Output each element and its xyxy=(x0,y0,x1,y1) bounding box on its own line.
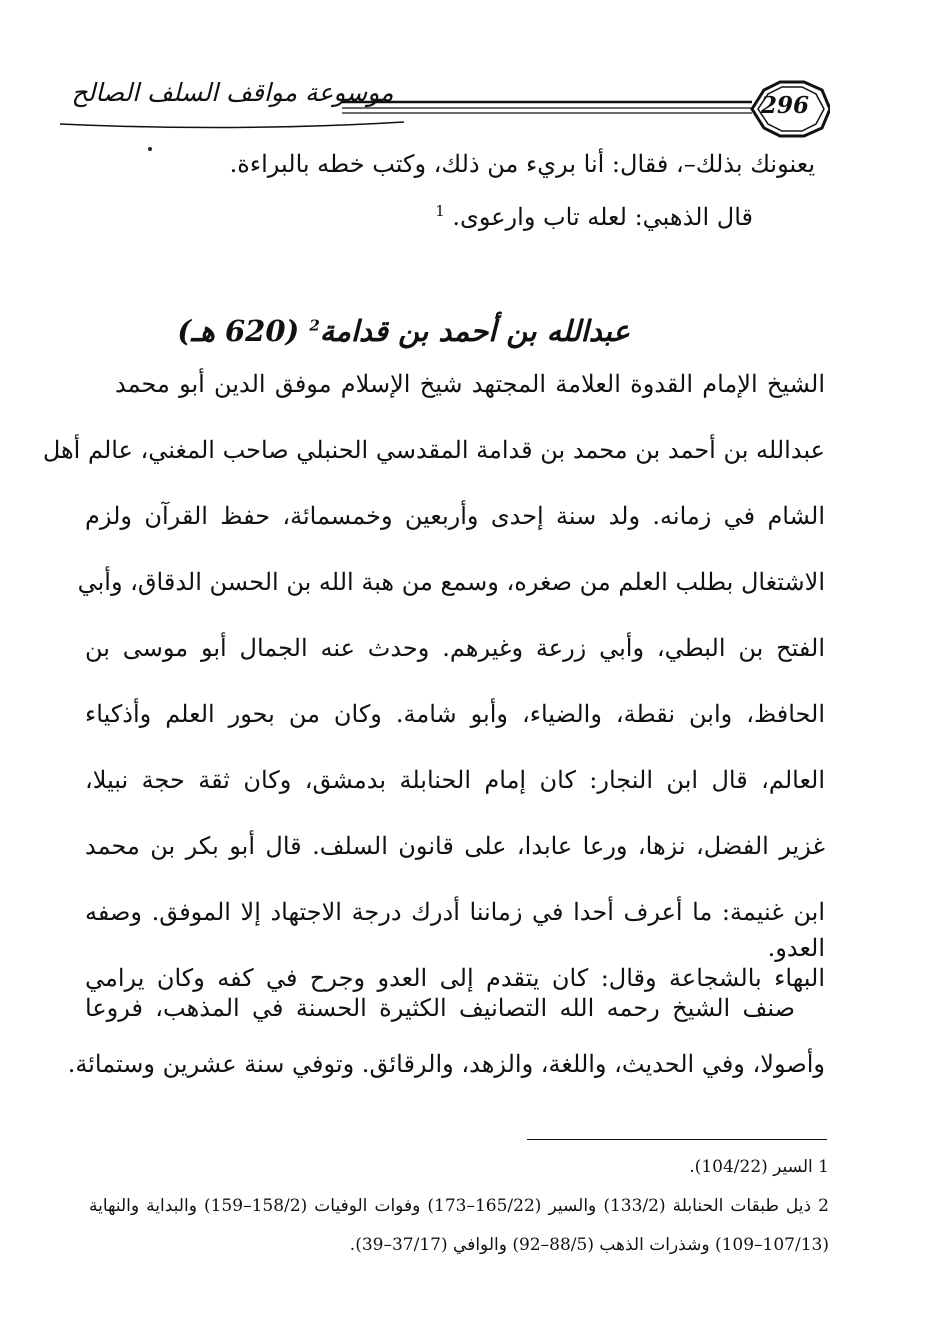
footnote-2-line-2: (107/13–109) وشذرات الذهب (88/5–92) والوافي (37/17–39). xyxy=(349,1235,829,1255)
body-line: صنف الشيخ رحمه الله التصانيف الكثيرة الحسنة في المذهب، فروعا xyxy=(85,994,795,1022)
footnote-separator xyxy=(527,1139,827,1140)
footnote-2-line-1: 2 ذيل طبقات الحنابلة (133/2) والسير (165/22–173) وفوات الوفيات (158/2–159) والبداية والنهاية xyxy=(89,1196,829,1216)
intro-text xyxy=(95,150,815,240)
biography-heading xyxy=(177,314,630,348)
body-paragraph-1 xyxy=(42,370,826,992)
body-line: غزير الفضل، نزها، ورعا عابدا، على قانون السلف. قال أبو بكر بن محمد xyxy=(85,832,825,860)
body-line: عبدالله بن أحمد بن محمد بن قدامة المقدسي الحنبلي صاحب المغني، عالم أهل xyxy=(42,436,825,464)
body-line: ابن غنيمة: ما أعرف أحدا في زماننا أدرك درجة الاجتهاد إلا الموفق. وصفه xyxy=(85,898,825,926)
footnote-ref-1[interactable]: 1 xyxy=(435,202,445,220)
body-line: العالم، قال ابن النجار: كان إمام الحنابلة بدمشق، وكان ثقة حجة نبيلا، xyxy=(85,766,826,794)
page-number: 296 xyxy=(760,92,809,119)
body-line: الفتح بن البطي، وأبي زرعة وغيرهم. وحدث عنه الجمال أبو موسى بن xyxy=(85,634,825,662)
body-line: الشام في زمانه. ولد سنة إحدى وأربعين وخمسمائة، حفظ القرآن ولزم xyxy=(85,502,825,530)
body-line: العدو. xyxy=(767,934,825,962)
footnote-1: 1 السير (104/22). xyxy=(689,1157,829,1177)
body-line: وأصولا، وفي الحديث، واللغة، والزهد، والرقائق. وتوفي سنة عشرين وستمائة. xyxy=(67,1050,825,1078)
body-paragraph-2 xyxy=(67,994,825,1094)
body-line: الحافظ، وابن نقطة، والضياء، وأبو شامة. وكان من بحور العلم وأذكياء xyxy=(85,700,825,728)
intro-line-2 xyxy=(435,202,753,231)
heading-date: (620 هـ) xyxy=(177,314,300,348)
footnote-ref-2[interactable]: 2 xyxy=(309,316,320,335)
body-line: الشيخ الإمام القدوة العلامة المجتهد شيخ الإسلام موفق الدين أبو محمد xyxy=(115,370,825,398)
body-line: البهاء بالشجاعة وقال: كان يتقدم إلى العدو وجرح في كفه وكان يرامي xyxy=(85,964,825,992)
heading-name: عبدالله بن أحمد بن قدامة xyxy=(319,314,630,348)
body-line: الاشتغال بطلب العلم من صغره، وسمع من هبة الله بن الحسن الدقاق، وأبي xyxy=(77,568,825,596)
intro-line-1: يعنونك بذلك–، فقال: أنا بريء من ذلك، وكتب خطه بالبراءة. xyxy=(229,150,815,178)
series-title: موسوعة مواقف السلف الصالح xyxy=(71,78,394,107)
page-header xyxy=(52,72,830,142)
intro-line-2-text: قال الذهبي: لعله تاب وارعوى. xyxy=(452,203,753,231)
